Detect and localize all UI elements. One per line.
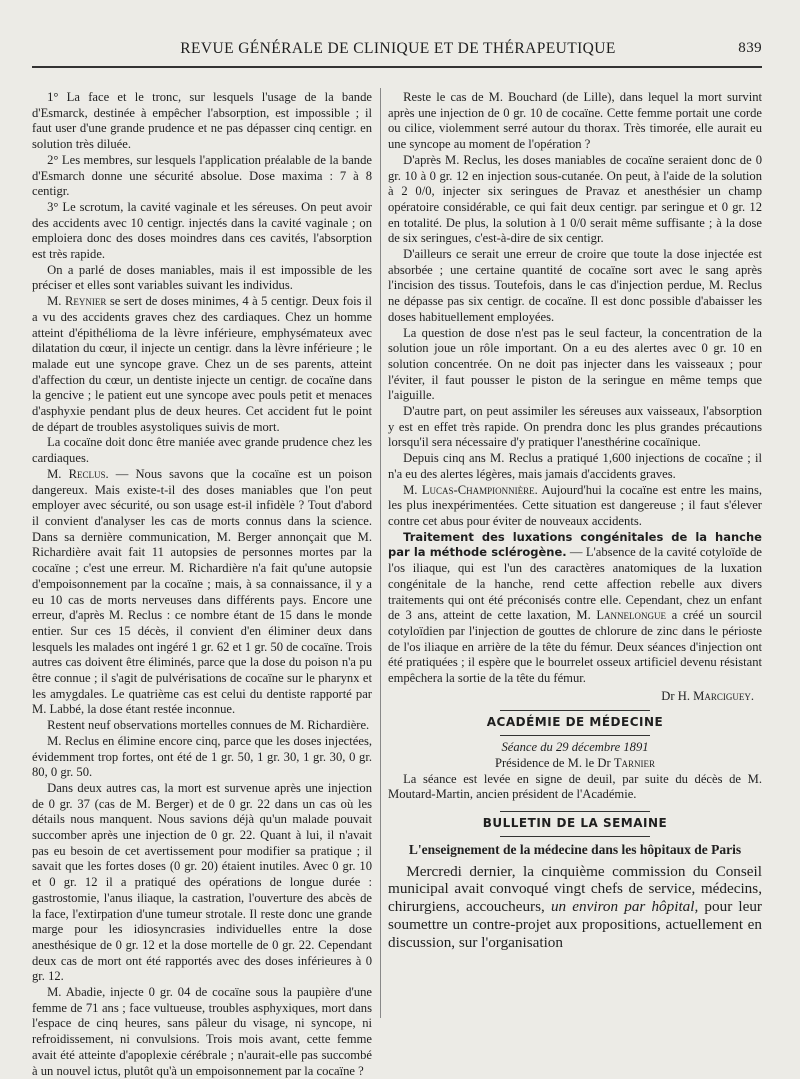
section-rule: [500, 836, 650, 837]
paragraph: La question de dose n'est pas le seul facteur, la concentration de la solution joue un rôle important. On a eu des alertes avec 0 gr. 10 en solution concentrée. On ne doit pas injecter dans les vaisseaux ; pour l'éviter, il faut pousser le piston de la seringue en même temps que l'aiguille.: [388, 325, 762, 403]
paragraph: On a parlé de doses maniables, mais il est impossible de les préciser et elles sont variables suivant les individus.: [32, 262, 372, 293]
paragraph: [32, 294, 372, 435]
paragraph: [388, 483, 762, 530]
paragraph-text: Aujourd'hui la cocaïne est entre les mains, les plus inexpérimentées. Cette situation est dangereuse ; il faut s'élever contre cet abus pour éviter de nouveaux accidents.: [388, 482, 762, 528]
section-title-academie: ACADÉMIE DE MÉDECINE: [486, 715, 664, 730]
paragraph-text: se sert de doses minimes, 4 à 5 centigr. Deux fois il a vu des accidents graves chez des cardiaques. Chez un homme atteint d'épithélioma de la lèvre inférieure, emphysémateux avec dilatation du cœur, il injecte un centigr. dans la lèvre inférieure ; le malade eut une syncope grave. Chez un de ses parents, atteint d'affection du cœur, un dentiste injecte un centigr. de cocaïne dans la gencive ; le patient eut une syncope avec pouls petit et menaces d'asphyxie pendant plus de deux heures. Cet accident fut le point de départ de troubles asystoliques suivis de mort.: [32, 294, 373, 434]
page-number: 839: [738, 40, 762, 56]
seance-date: Séance du 29 décembre 1891: [501, 740, 649, 755]
signature: Dr H. Marciguey.: [661, 688, 754, 703]
section-rule: [500, 710, 650, 711]
paragraph: D'après M. Reclus, les doses maniables de cocaïne seraient donc de 0 gr. 10 à 0 gr. 12 en injection sous-cutanée. On peut, à l'aide de la solution à 2 0/0, injecter six seringues de Pravaz et anesthésier un champ opératoire considérable, ce qui fait deux centigr. par seringue et 0 gr. 12 en totalité. De plus, la solution à 1 0/0 serait même suffisante ; à la dose de six seringues, c'est-à-dire de six centigr.: [388, 152, 762, 246]
paragraph: [32, 467, 372, 718]
paragraph: Dans deux autres cas, la mort est survenue après une injection de 0 gr. 37 (cas de M. Berger) et de 0 gr. 22 dans un cas où les détails nous manquent. Nous savions déjà qu'un malade pouvait succomber après une injection de 0 gr. 22. Quant à lui, il n'avait pas eu besoin de cet avertissement pour modifier sa pratique ; il savait que les fortes doses (0 gr. 20) étaient inutiles. Avec 0 gr. 10 et 0 gr. 12 il a pratiqué des opérations de longue durée : gastrostomie, l'anus iliaque, la castration, l'ouverture des abcès de la face, l'extirpation d'une tumeur strotale. Il reste donc une grande marge pour les idiosyncrasies individuelles entre la dose anesthésique de 0 gr. 12 et la dose mortelle de 0 gr. 22. Cependant deux cas de mort ont été rapportés avec des doses inférieures à 0 gr. 12.: [32, 780, 372, 984]
paragraph: M. Abadie, injecte 0 gr. 04 de cocaïne sous la paupière d'une femme de 71 ans ; face vultueuse, troubles asphyxiques, mort dans l'espace de cinq heures, sans pâleur du visage, ni syncope, ni refroidissement, ni convulsions. Trois mois avant, cette femme avait été atteinte d'apoplexie cérébrale ; n'aurait-elle pas succombé à un nouvel ictus, plutôt qu'à un empoisonnement par la cocaïne ?: [32, 985, 372, 1078]
speaker-name: M. Reynier: [47, 294, 107, 309]
paragraph: 1° La face et le tronc, sur lesquels l'usage de la bande d'Esmarck, destinée à empêcher l'absorption, est impossible ; il faut user d'une grande prudence et ne pas dépasser cinq centigr. en solution très diluée.: [32, 90, 372, 152]
paragraph-text: — Nous savons que la cocaïne est un poison dangereux. Mais existe-t-il des doses maniables que l'on peut employer avec sécurité, ou son usage est-il infidèle ? Tout d'abord il convient d'analyser les cas de morts connus dans la science. Dans sa dernière communication, M. Berger annonçait que M. Richardière avait fait 11 autopsies de personnes mortes par la cocaïne ; c'est une erreur. M. Richardière n'a fait qu'une autopsie d'empoisonnement par la cocaïne ; mais, à sa connaissance, il y a eu 10 cas de morts nerveuses dans différents pays. Encore une erreur, d'après M. Reclus : ce nombre étant de 15 dans le monde entier. Sur ces 15 décès, il convient d'en éliminer deux dans lesquels les malades ont ingéré 1 gr. 62 et 1 gr. 50 de cocaïne. Trois autres cas doivent être éliminés, parce que la dose du poison n'a pu être connue ; il s'agit de pulvérisations de cocaïne sur le pharynx et les amygdales. Le quatrième cas est celui du dentiste rapporté par M. Labbé, la dose étant restée inconnue.: [32, 466, 372, 717]
running-header: [34, 40, 762, 62]
presidence: Présidence de M. le Dr Tarnier: [494, 755, 656, 770]
paragraph: D'autre part, on peut assimiler les séreuses aux vaisseaux, l'absorption y est en effet très rapide. On prendra donc les plus grandes précautions lorsqu'il sera nécessaire d'y pratiquer l'anesthérine cocaïnique.: [388, 404, 762, 450]
paragraph: La cocaïne doit donc être maniée avec grande prudence chez les cardiaques.: [32, 435, 372, 466]
paragraph: La séance est levée en signe de deuil, par suite du décès de M. Moutard-Martin, ancien président de l'Académie.: [388, 771, 762, 802]
section-rule: [500, 811, 650, 812]
paragraph: [388, 530, 762, 687]
section-rule: [500, 735, 650, 736]
paragraph: Reste le cas de M. Bouchard (de Lille), dans lequel la mort survint après une injection de 0 gr. 10 de cocaïne. Cette femme portait une corde ou cilice, violemment serré autour du thorax. Très timorée, elle aurait eu une syncope au moment de l'opération ?: [388, 90, 762, 152]
paragraph: Mercredi dernier, la cinquième commission du Conseil municipal avait convoqué vingt chefs de service, médecins, chirurgiens, accoucheurs, un environ par hôpital, pour leur soumettre un contre-projet aux propositions, actuellement en discussion, sur l'organisation: [388, 862, 762, 951]
speaker-name: M. Reclus.: [47, 466, 109, 481]
paragraph: 2° Les membres, sur lesquels l'application préalable de la bande d'Esmarch donne une sécurité absolue. Dose maxima : 7 à 8 centigr.: [32, 152, 372, 199]
section-title-bulletin: BULLETIN DE LA SEMAINE: [482, 815, 668, 830]
paragraph-text: — L'absence de la cavité cotyloïde de l'os iliaque, qui est l'un des caractères anatomiques de la luxation congénitale de la hanche, rend cette affection rebelle aux divers traitements qui ont été préconisés contre elle. Cependant, chez un enfant de 3 ans, atteint de cette laxation,: [388, 545, 762, 623]
article-title: L'enseignement de la médecine dans les hôpitaux de Paris: [408, 841, 742, 857]
speaker-name: M. Lucas-Championnière.: [403, 482, 538, 497]
paragraph: Restent neuf observations mortelles connues de M. Richardière.: [47, 718, 370, 733]
left-column: [32, 90, 372, 1079]
paragraph: 3° Le scrotum, la cavité vaginale et les séreuses. On peut avoir des accidents avec 10 centigr. injectés dans la cavité vaginale ; on emploiera donc des doses moindres dans ces cavités, l'absorption est très rapide.: [32, 199, 372, 262]
paragraph: D'ailleurs ce serait une erreur de croire que toute la dose injectée est absorbée ; une certaine quantité de cocaïne sort avec le sang après l'incision des tissus. Toutefois, dans le cas d'injection perdue, M. Reclus ne dépasse pas six centigr. de cocaïne. Il est donc possible d'abaisser les doses habituellement employées.: [388, 247, 762, 324]
paragraph-text: a créé un sourcil cotyloïdien par l'injection de gouttes de chlorure de zinc dans le périoste de l'os iliaque en arrière de la tête du fémur. Deux séances d'injection ont été pratiquées ; il espère que le bourrelet osseux artificiel devenu résistant empêchera la sortie de la tête du fémur.: [388, 608, 762, 686]
journal-title: REVUE GÉNÉRALE DE CLINIQUE ET DE THÉRAPEUTIQUE: [180, 40, 616, 57]
paragraph: Depuis cinq ans M. Reclus a pratiqué 1,600 injections de cocaïne ; il n'a eu des alertes légères, mais jamais d'accidents graves.: [388, 451, 762, 481]
header-rule: [32, 66, 762, 68]
author-name: M. Lannelongue: [576, 608, 667, 623]
right-column: [388, 90, 762, 952]
article-heading: Traitement des luxations congénitales de la hanche par la méthode sclérogène.: [388, 529, 762, 560]
column-divider: [380, 88, 381, 1018]
paragraph: M. Reclus en élimine encore cinq, parce que les doses injectées, évidemment trop fortes, ont été de 1 gr. 50, 1 gr. 30, 1 gr. 30, 0 gr. 80, 0 gr. 50.: [32, 733, 372, 780]
